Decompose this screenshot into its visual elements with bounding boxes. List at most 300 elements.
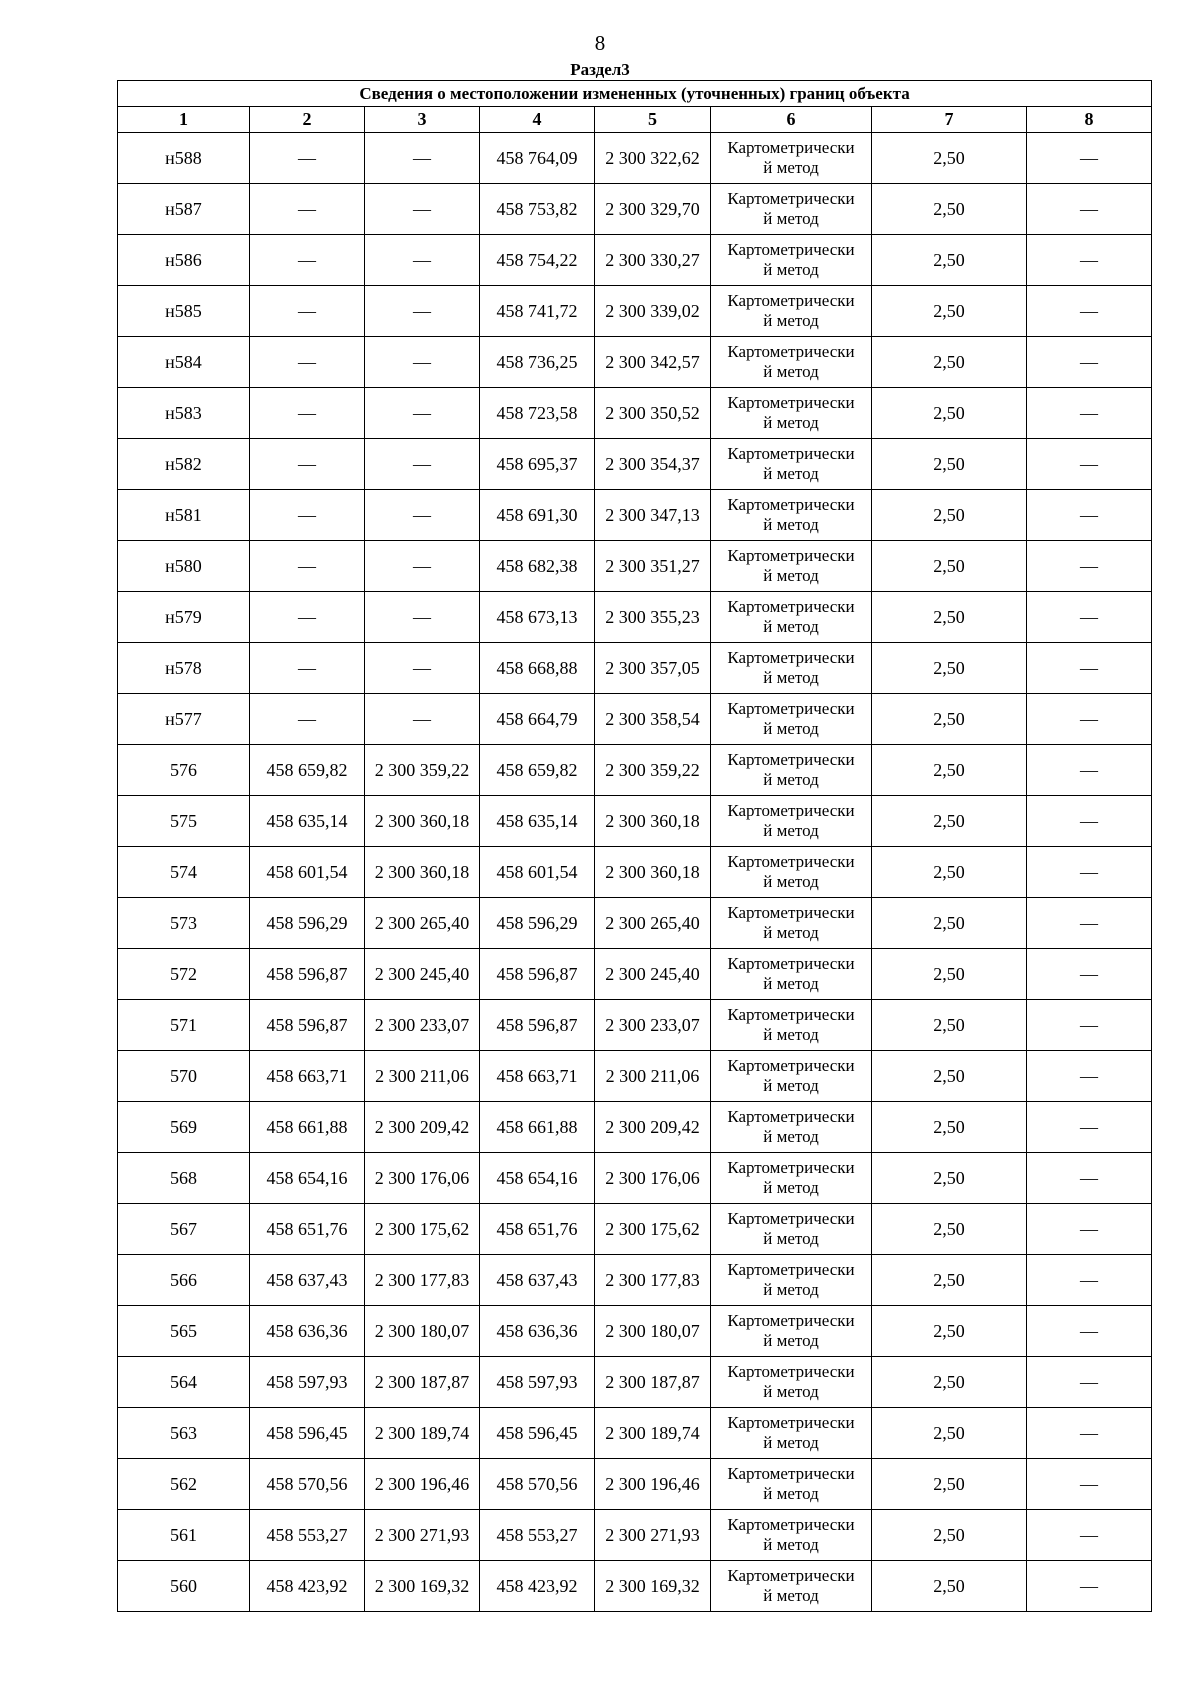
method-line: Картометрически <box>727 444 855 463</box>
method-line: й метод <box>763 821 819 840</box>
method-line: й метод <box>763 311 819 330</box>
table-row <box>118 949 1152 1000</box>
point-number-cell: 567 <box>118 1204 250 1255</box>
point-number-cell: н581 <box>118 490 250 541</box>
description-cell: — <box>1027 1357 1152 1408</box>
description-cell: — <box>1027 1153 1152 1204</box>
method-cell <box>711 796 872 847</box>
accuracy-cell: 2,50 <box>872 490 1027 541</box>
point-number-cell: 568 <box>118 1153 250 1204</box>
method-line: й метод <box>763 974 819 993</box>
description-cell: — <box>1027 1000 1152 1051</box>
column-header: 7 <box>872 107 1027 133</box>
new-x-cell: 458 764,09 <box>480 133 595 184</box>
accuracy-cell: 2,50 <box>872 1255 1027 1306</box>
method-cell <box>711 847 872 898</box>
old-y-cell: 2 300 211,06 <box>365 1051 480 1102</box>
method-line: й метод <box>763 770 819 789</box>
column-header: 8 <box>1027 107 1152 133</box>
table-row <box>118 184 1152 235</box>
method-cell <box>711 1102 872 1153</box>
method-line: Картометрически <box>727 1413 855 1432</box>
table-row <box>118 1153 1152 1204</box>
new-x-cell: 458 723,58 <box>480 388 595 439</box>
old-x-cell: 458 423,92 <box>250 1561 365 1612</box>
old-y-cell: 2 300 180,07 <box>365 1306 480 1357</box>
method-line: Картометрически <box>727 597 855 616</box>
method-line: Картометрически <box>727 240 855 259</box>
new-x-cell: 458 736,25 <box>480 337 595 388</box>
method-line: й метод <box>763 668 819 687</box>
new-x-cell: 458 570,56 <box>480 1459 595 1510</box>
point-number-cell: н586 <box>118 235 250 286</box>
table-row <box>118 490 1152 541</box>
old-x-cell: 458 601,54 <box>250 847 365 898</box>
old-y-cell: — <box>365 490 480 541</box>
description-cell: — <box>1027 541 1152 592</box>
new-y-cell: 2 300 175,62 <box>595 1204 711 1255</box>
description-cell: — <box>1027 133 1152 184</box>
old-x-cell: 458 663,71 <box>250 1051 365 1102</box>
description-cell: — <box>1027 1306 1152 1357</box>
new-y-cell: 2 300 209,42 <box>595 1102 711 1153</box>
old-x-cell: — <box>250 235 365 286</box>
old-x-cell: — <box>250 184 365 235</box>
method-line: Картометрически <box>727 699 855 718</box>
table-row <box>118 286 1152 337</box>
new-x-cell: 458 741,72 <box>480 286 595 337</box>
new-x-cell: 458 637,43 <box>480 1255 595 1306</box>
table-row <box>118 592 1152 643</box>
column-header: 2 <box>250 107 365 133</box>
description-cell: — <box>1027 796 1152 847</box>
old-y-cell: 2 300 360,18 <box>365 796 480 847</box>
table-row <box>118 388 1152 439</box>
old-y-cell: — <box>365 286 480 337</box>
new-y-cell: 2 300 189,74 <box>595 1408 711 1459</box>
old-x-cell: 458 596,87 <box>250 1000 365 1051</box>
method-line: Картометрически <box>727 954 855 973</box>
description-cell: — <box>1027 745 1152 796</box>
old-x-cell: 458 597,93 <box>250 1357 365 1408</box>
accuracy-cell: 2,50 <box>872 1561 1027 1612</box>
old-y-cell: — <box>365 592 480 643</box>
old-y-cell: — <box>365 133 480 184</box>
method-cell <box>711 898 872 949</box>
method-cell <box>711 388 872 439</box>
new-x-cell: 458 661,88 <box>480 1102 595 1153</box>
method-line: Картометрически <box>727 648 855 667</box>
method-line: Картометрически <box>727 1056 855 1075</box>
method-line: Картометрически <box>727 1515 855 1534</box>
section-title: Раздел3 <box>570 60 630 79</box>
accuracy-cell: 2,50 <box>872 949 1027 1000</box>
table-row <box>118 745 1152 796</box>
accuracy-cell: 2,50 <box>872 286 1027 337</box>
new-x-cell: 458 597,93 <box>480 1357 595 1408</box>
description-cell: — <box>1027 490 1152 541</box>
accuracy-cell: 2,50 <box>872 745 1027 796</box>
old-y-cell: — <box>365 388 480 439</box>
old-y-cell: 2 300 175,62 <box>365 1204 480 1255</box>
description-cell: — <box>1027 1255 1152 1306</box>
point-number-cell: н585 <box>118 286 250 337</box>
new-x-cell: 458 664,79 <box>480 694 595 745</box>
method-line: й метод <box>763 1127 819 1146</box>
method-line: й метод <box>763 1076 819 1095</box>
old-x-cell: 458 661,88 <box>250 1102 365 1153</box>
new-x-cell: 458 754,22 <box>480 235 595 286</box>
old-y-cell: — <box>365 235 480 286</box>
method-line: й метод <box>763 515 819 534</box>
new-y-cell: 2 300 339,02 <box>595 286 711 337</box>
new-x-cell: 458 596,45 <box>480 1408 595 1459</box>
new-y-cell: 2 300 347,13 <box>595 490 711 541</box>
method-line: й метод <box>763 1382 819 1401</box>
accuracy-cell: 2,50 <box>872 898 1027 949</box>
old-y-cell: 2 300 187,87 <box>365 1357 480 1408</box>
old-y-cell: — <box>365 541 480 592</box>
table-row <box>118 1000 1152 1051</box>
method-line: Картометрически <box>727 1107 855 1126</box>
old-y-cell: 2 300 360,18 <box>365 847 480 898</box>
new-y-cell: 2 300 351,27 <box>595 541 711 592</box>
point-number-cell: н584 <box>118 337 250 388</box>
old-x-cell: — <box>250 541 365 592</box>
method-cell <box>711 1459 872 1510</box>
new-y-cell: 2 300 329,70 <box>595 184 711 235</box>
method-line: Картометрически <box>727 1209 855 1228</box>
old-y-cell: 2 300 265,40 <box>365 898 480 949</box>
old-x-cell: — <box>250 439 365 490</box>
old-x-cell: 458 596,87 <box>250 949 365 1000</box>
method-line: й метод <box>763 209 819 228</box>
old-x-cell: — <box>250 286 365 337</box>
table-body <box>118 133 1152 1612</box>
method-line: й метод <box>763 566 819 585</box>
accuracy-cell: 2,50 <box>872 1102 1027 1153</box>
method-line: й метод <box>763 719 819 738</box>
point-number-cell: 562 <box>118 1459 250 1510</box>
new-x-cell: 458 654,16 <box>480 1153 595 1204</box>
new-x-cell: 458 695,37 <box>480 439 595 490</box>
table-row <box>118 1561 1152 1612</box>
method-line: й метод <box>763 1025 819 1044</box>
method-line: й метод <box>763 923 819 942</box>
method-line: й метод <box>763 1484 819 1503</box>
method-cell <box>711 490 872 541</box>
description-cell: — <box>1027 1408 1152 1459</box>
accuracy-cell: 2,50 <box>872 694 1027 745</box>
new-x-cell: 458 691,30 <box>480 490 595 541</box>
new-y-cell: 2 300 350,52 <box>595 388 711 439</box>
old-y-cell: 2 300 177,83 <box>365 1255 480 1306</box>
method-cell <box>711 286 872 337</box>
old-x-cell: 458 654,16 <box>250 1153 365 1204</box>
old-y-cell: 2 300 196,46 <box>365 1459 480 1510</box>
accuracy-cell: 2,50 <box>872 1051 1027 1102</box>
method-cell <box>711 694 872 745</box>
method-line: й метод <box>763 617 819 636</box>
new-y-cell: 2 300 359,22 <box>595 745 711 796</box>
method-cell <box>711 439 872 490</box>
table-row <box>118 1408 1152 1459</box>
table-row <box>118 1051 1152 1102</box>
new-x-cell: 458 553,27 <box>480 1510 595 1561</box>
old-x-cell: — <box>250 388 365 439</box>
new-y-cell: 2 300 342,57 <box>595 337 711 388</box>
method-line: й метод <box>763 464 819 483</box>
table-row <box>118 898 1152 949</box>
old-y-cell: 2 300 189,74 <box>365 1408 480 1459</box>
new-x-cell: 458 601,54 <box>480 847 595 898</box>
column-header: 1 <box>118 107 250 133</box>
description-cell: — <box>1027 1561 1152 1612</box>
method-cell <box>711 235 872 286</box>
description-cell: — <box>1027 949 1152 1000</box>
new-y-cell: 2 300 169,32 <box>595 1561 711 1612</box>
method-line: й метод <box>763 362 819 381</box>
method-line: й метод <box>763 260 819 279</box>
point-number-cell: 576 <box>118 745 250 796</box>
description-cell: — <box>1027 592 1152 643</box>
description-cell: — <box>1027 898 1152 949</box>
old-y-cell: 2 300 271,93 <box>365 1510 480 1561</box>
new-x-cell: 458 596,87 <box>480 1000 595 1051</box>
new-y-cell: 2 300 360,18 <box>595 847 711 898</box>
accuracy-cell: 2,50 <box>872 1204 1027 1255</box>
new-x-cell: 458 659,82 <box>480 745 595 796</box>
new-x-cell: 458 423,92 <box>480 1561 595 1612</box>
new-y-cell: 2 300 176,06 <box>595 1153 711 1204</box>
point-number-cell: н583 <box>118 388 250 439</box>
new-y-cell: 2 300 354,37 <box>595 439 711 490</box>
method-line: й метод <box>763 1586 819 1605</box>
method-line: Картометрически <box>727 342 855 361</box>
accuracy-cell: 2,50 <box>872 1153 1027 1204</box>
column-header: 3 <box>365 107 480 133</box>
new-x-cell: 458 663,71 <box>480 1051 595 1102</box>
method-line: Картометрически <box>727 1566 855 1585</box>
accuracy-cell: 2,50 <box>872 796 1027 847</box>
method-line: Картометрически <box>727 903 855 922</box>
old-x-cell: — <box>250 337 365 388</box>
old-x-cell: 458 637,43 <box>250 1255 365 1306</box>
column-header: 6 <box>711 107 872 133</box>
description-cell: — <box>1027 1051 1152 1102</box>
table-row <box>118 1102 1152 1153</box>
table-row <box>118 694 1152 745</box>
new-y-cell: 2 300 196,46 <box>595 1459 711 1510</box>
accuracy-cell: 2,50 <box>872 184 1027 235</box>
method-line: й метод <box>763 158 819 177</box>
method-cell <box>711 1204 872 1255</box>
point-number-cell: н579 <box>118 592 250 643</box>
new-x-cell: 458 753,82 <box>480 184 595 235</box>
method-line: й метод <box>763 1280 819 1299</box>
column-header: 4 <box>480 107 595 133</box>
method-line: Картометрически <box>727 1362 855 1381</box>
method-line: й метод <box>763 1229 819 1248</box>
accuracy-cell: 2,50 <box>872 235 1027 286</box>
table-row <box>118 643 1152 694</box>
point-number-cell: 561 <box>118 1510 250 1561</box>
accuracy-cell: 2,50 <box>872 388 1027 439</box>
table-row <box>118 541 1152 592</box>
table-row <box>118 439 1152 490</box>
accuracy-cell: 2,50 <box>872 1408 1027 1459</box>
method-line: Картометрически <box>727 1158 855 1177</box>
method-cell <box>711 1255 872 1306</box>
method-cell <box>711 1153 872 1204</box>
accuracy-cell: 2,50 <box>872 1510 1027 1561</box>
point-number-cell: 575 <box>118 796 250 847</box>
column-header: 5 <box>595 107 711 133</box>
method-cell <box>711 745 872 796</box>
new-y-cell: 2 300 180,07 <box>595 1306 711 1357</box>
method-line: Картометрически <box>727 189 855 208</box>
point-number-cell: 564 <box>118 1357 250 1408</box>
old-y-cell: — <box>365 337 480 388</box>
method-line: Картометрически <box>727 1260 855 1279</box>
method-line: й метод <box>763 1178 819 1197</box>
old-y-cell: 2 300 176,06 <box>365 1153 480 1204</box>
page-number: 8 <box>594 31 606 55</box>
description-cell: — <box>1027 1102 1152 1153</box>
table-row <box>118 133 1152 184</box>
old-x-cell: 458 553,27 <box>250 1510 365 1561</box>
point-number-cell: 560 <box>118 1561 250 1612</box>
point-number-cell: 565 <box>118 1306 250 1357</box>
point-number-cell: 571 <box>118 1000 250 1051</box>
method-cell <box>711 592 872 643</box>
accuracy-cell: 2,50 <box>872 1357 1027 1408</box>
point-number-cell: н587 <box>118 184 250 235</box>
point-number-cell: 573 <box>118 898 250 949</box>
old-y-cell: 2 300 233,07 <box>365 1000 480 1051</box>
table-row <box>118 1357 1152 1408</box>
accuracy-cell: 2,50 <box>872 1000 1027 1051</box>
description-cell: — <box>1027 643 1152 694</box>
method-line: й метод <box>763 1331 819 1350</box>
description-cell: — <box>1027 286 1152 337</box>
old-x-cell: 458 596,45 <box>250 1408 365 1459</box>
method-line: Картометрически <box>727 1311 855 1330</box>
method-cell <box>711 1000 872 1051</box>
old-y-cell: 2 300 245,40 <box>365 949 480 1000</box>
new-y-cell: 2 300 355,23 <box>595 592 711 643</box>
method-line: Картометрически <box>727 750 855 769</box>
method-line: Картометрически <box>727 495 855 514</box>
method-line: й метод <box>763 1535 819 1554</box>
new-y-cell: 2 300 330,27 <box>595 235 711 286</box>
new-x-cell: 458 635,14 <box>480 796 595 847</box>
method-cell <box>711 949 872 1000</box>
method-cell <box>711 1357 872 1408</box>
method-cell <box>711 1408 872 1459</box>
new-y-cell: 2 300 245,40 <box>595 949 711 1000</box>
old-x-cell: — <box>250 490 365 541</box>
old-y-cell: — <box>365 439 480 490</box>
header-row <box>118 107 1152 133</box>
old-x-cell: — <box>250 592 365 643</box>
point-number-cell: н588 <box>118 133 250 184</box>
table-row <box>118 796 1152 847</box>
old-x-cell: — <box>250 133 365 184</box>
description-cell: — <box>1027 337 1152 388</box>
new-x-cell: 458 673,13 <box>480 592 595 643</box>
new-x-cell: 458 636,36 <box>480 1306 595 1357</box>
method-cell <box>711 643 872 694</box>
method-line: й метод <box>763 872 819 891</box>
method-line: Картометрически <box>727 546 855 565</box>
method-line: Картометрически <box>727 852 855 871</box>
old-x-cell: — <box>250 643 365 694</box>
point-number-cell: 572 <box>118 949 250 1000</box>
table-row <box>118 235 1152 286</box>
method-line: Картометрически <box>727 1005 855 1024</box>
new-x-cell: 458 596,29 <box>480 898 595 949</box>
old-x-cell: 458 651,76 <box>250 1204 365 1255</box>
old-x-cell: 458 635,14 <box>250 796 365 847</box>
new-y-cell: 2 300 233,07 <box>595 1000 711 1051</box>
method-line: Картометрически <box>727 393 855 412</box>
accuracy-cell: 2,50 <box>872 133 1027 184</box>
method-cell <box>711 1306 872 1357</box>
boundary-table <box>117 80 1152 1612</box>
table-row <box>118 1510 1152 1561</box>
old-x-cell: — <box>250 694 365 745</box>
description-cell: — <box>1027 388 1152 439</box>
method-cell <box>711 1510 872 1561</box>
new-y-cell: 2 300 177,83 <box>595 1255 711 1306</box>
accuracy-cell: 2,50 <box>872 592 1027 643</box>
point-number-cell: 566 <box>118 1255 250 1306</box>
point-number-cell: 574 <box>118 847 250 898</box>
table-title: Сведения о местоположении измененных (уточненных) границ объекта <box>118 81 1152 107</box>
new-y-cell: 2 300 211,06 <box>595 1051 711 1102</box>
new-x-cell: 458 596,87 <box>480 949 595 1000</box>
accuracy-cell: 2,50 <box>872 847 1027 898</box>
point-number-cell: 570 <box>118 1051 250 1102</box>
new-y-cell: 2 300 271,93 <box>595 1510 711 1561</box>
accuracy-cell: 2,50 <box>872 541 1027 592</box>
new-y-cell: 2 300 358,54 <box>595 694 711 745</box>
description-cell: — <box>1027 1510 1152 1561</box>
new-y-cell: 2 300 322,62 <box>595 133 711 184</box>
method-line: Картометрически <box>727 291 855 310</box>
method-line: й метод <box>763 413 819 432</box>
point-number-cell: 569 <box>118 1102 250 1153</box>
method-cell <box>711 133 872 184</box>
old-y-cell: 2 300 169,32 <box>365 1561 480 1612</box>
new-x-cell: 458 668,88 <box>480 643 595 694</box>
point-number-cell: н582 <box>118 439 250 490</box>
old-x-cell: 458 596,29 <box>250 898 365 949</box>
method-cell <box>711 184 872 235</box>
method-cell <box>711 541 872 592</box>
table-row <box>118 1204 1152 1255</box>
description-cell: — <box>1027 1204 1152 1255</box>
method-cell <box>711 1051 872 1102</box>
accuracy-cell: 2,50 <box>872 337 1027 388</box>
point-number-cell: н580 <box>118 541 250 592</box>
point-number-cell: 563 <box>118 1408 250 1459</box>
description-cell: — <box>1027 694 1152 745</box>
method-line: Картометрически <box>727 138 855 157</box>
old-y-cell: — <box>365 184 480 235</box>
accuracy-cell: 2,50 <box>872 1306 1027 1357</box>
